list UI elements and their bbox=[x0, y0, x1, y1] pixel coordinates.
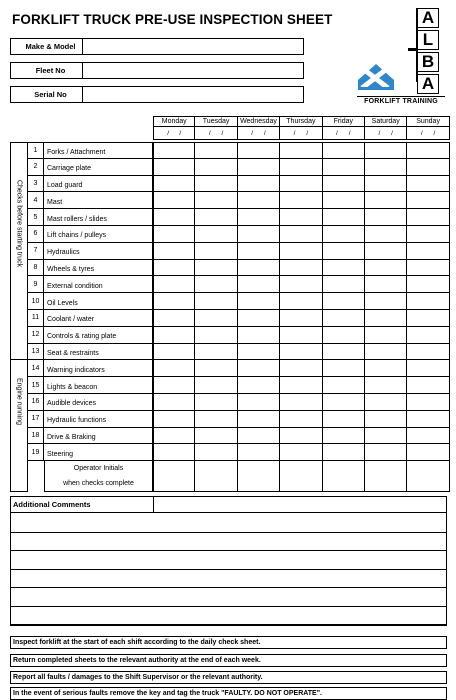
check-cell-friday[interactable] bbox=[323, 394, 365, 411]
check-cell-thursday[interactable] bbox=[280, 260, 322, 277]
check-cell-monday[interactable] bbox=[153, 344, 195, 361]
check-cell-wednesday[interactable] bbox=[238, 377, 280, 394]
date-slash: / bbox=[221, 129, 224, 137]
check-cell-friday[interactable] bbox=[323, 142, 365, 159]
check-cell-thursday[interactable] bbox=[280, 394, 322, 411]
check-cell-friday[interactable] bbox=[323, 293, 365, 310]
check-cell-wednesday[interactable] bbox=[238, 176, 280, 193]
comments-header-fill bbox=[154, 497, 446, 513]
check-cell-monday[interactable] bbox=[153, 142, 195, 159]
check-cell-friday[interactable] bbox=[323, 243, 365, 260]
operator-initials-text: Operator Initials bbox=[73, 465, 124, 473]
check-item: Coolant / water bbox=[44, 310, 153, 327]
check-cell-saturday[interactable] bbox=[365, 377, 407, 394]
logo-letter: B bbox=[417, 52, 439, 72]
additional-comments-box[interactable] bbox=[10, 496, 447, 626]
check-cell-saturday[interactable] bbox=[365, 159, 407, 176]
check-cell-wednesday[interactable] bbox=[238, 243, 280, 260]
check-cell-monday[interactable] bbox=[153, 377, 195, 394]
check-cell-thursday[interactable] bbox=[280, 411, 322, 428]
check-number: 15 bbox=[27, 377, 44, 394]
check-cell-friday[interactable] bbox=[323, 276, 365, 293]
check-cell-saturday[interactable] bbox=[365, 176, 407, 193]
check-item: Load guard bbox=[44, 176, 153, 193]
check-cell-wednesday[interactable] bbox=[238, 159, 280, 176]
check-item: Seat & restraints bbox=[44, 344, 153, 361]
initials-cell-wednesday[interactable] bbox=[238, 461, 280, 492]
check-cell-friday[interactable] bbox=[323, 344, 365, 361]
check-cell-friday[interactable] bbox=[323, 159, 365, 176]
check-item: Forks / Attachment bbox=[44, 142, 153, 159]
check-cell-monday[interactable] bbox=[153, 310, 195, 327]
fleet-no-label: Fleet No bbox=[11, 63, 83, 78]
date-cell[interactable] bbox=[365, 127, 407, 140]
check-cell-wednesday[interactable] bbox=[238, 344, 280, 361]
sheet-title: FORKLIFT TRUCK PRE-USE INSPECTION SHEET bbox=[12, 12, 333, 27]
check-item: Carriage plate bbox=[44, 159, 153, 176]
check-cell-tuesday[interactable] bbox=[195, 176, 237, 193]
serial-no-field[interactable] bbox=[10, 86, 304, 103]
check-cell-thursday[interactable] bbox=[280, 293, 322, 310]
check-number: 13 bbox=[27, 344, 44, 361]
check-cell-monday[interactable] bbox=[153, 293, 195, 310]
check-item: Wheels & tyres bbox=[44, 260, 153, 277]
check-cell-sunday[interactable] bbox=[407, 377, 449, 394]
check-cell-sunday[interactable] bbox=[407, 394, 449, 411]
instruction-note: Return completed sheets to the relevant authority at the end of each week. bbox=[10, 654, 447, 667]
check-item: Warning indicators bbox=[44, 360, 153, 377]
check-number: 8 bbox=[27, 260, 44, 277]
check-cell-saturday[interactable] bbox=[365, 360, 407, 377]
check-cell-sunday[interactable] bbox=[407, 276, 449, 293]
check-cell-friday[interactable] bbox=[323, 428, 365, 445]
check-cell-monday[interactable] bbox=[153, 159, 195, 176]
section-label: Checks before starting truck bbox=[15, 179, 23, 268]
check-cell-wednesday[interactable] bbox=[238, 276, 280, 293]
check-cell-thursday[interactable] bbox=[280, 176, 322, 193]
operator-initials-text: when checks complete bbox=[63, 480, 134, 488]
day-header-sunday: Sunday bbox=[407, 116, 449, 127]
check-cell-tuesday[interactable] bbox=[195, 344, 237, 361]
date-cell[interactable] bbox=[238, 127, 280, 140]
date-slash: / bbox=[391, 129, 393, 137]
date-cell[interactable] bbox=[153, 127, 195, 140]
check-cell-sunday[interactable] bbox=[407, 209, 449, 226]
check-cell-saturday[interactable] bbox=[365, 276, 407, 293]
check-item: External condition bbox=[44, 276, 153, 293]
check-cell-tuesday[interactable] bbox=[195, 377, 237, 394]
check-item: Lift chains / pulleys bbox=[44, 226, 153, 243]
check-cell-thursday[interactable] bbox=[280, 377, 322, 394]
alba-logo bbox=[354, 6, 448, 110]
check-cell-thursday[interactable] bbox=[280, 444, 322, 461]
date-slash: / bbox=[263, 129, 266, 137]
date-cell[interactable] bbox=[280, 127, 322, 140]
check-cell-sunday[interactable] bbox=[407, 428, 449, 445]
check-cell-tuesday[interactable] bbox=[195, 226, 237, 243]
check-item: Oil Levels bbox=[44, 293, 153, 310]
logo-letter: A bbox=[417, 8, 439, 28]
comment-line[interactable] bbox=[11, 532, 446, 533]
date-slash: / bbox=[167, 129, 169, 137]
check-cell-tuesday[interactable] bbox=[195, 260, 237, 277]
initials-cell-tuesday[interactable] bbox=[195, 461, 237, 492]
day-header-tuesday: Tuesday bbox=[195, 116, 237, 127]
check-cell-saturday[interactable] bbox=[365, 293, 407, 310]
logo-letter: A bbox=[417, 74, 439, 94]
check-cell-monday[interactable] bbox=[153, 243, 195, 260]
check-cell-thursday[interactable] bbox=[280, 142, 322, 159]
comment-line[interactable] bbox=[11, 624, 446, 625]
check-cell-sunday[interactable] bbox=[407, 344, 449, 361]
check-cell-sunday[interactable] bbox=[407, 327, 449, 344]
check-cell-wednesday[interactable] bbox=[238, 327, 280, 344]
check-cell-monday[interactable] bbox=[153, 327, 195, 344]
logo-tagline: FORKLIFT TRAINING bbox=[357, 96, 445, 105]
make-model-label: Make & Model bbox=[11, 39, 83, 54]
check-number: 12 bbox=[27, 327, 44, 344]
check-number: 17 bbox=[27, 411, 44, 428]
check-cell-tuesday[interactable] bbox=[195, 360, 237, 377]
check-cell-thursday[interactable] bbox=[280, 159, 322, 176]
check-cell-friday[interactable] bbox=[323, 310, 365, 327]
date-slash: / bbox=[179, 129, 182, 137]
check-number: 7 bbox=[27, 243, 44, 260]
check-cell-thursday[interactable] bbox=[280, 360, 322, 377]
initials-cell-friday[interactable] bbox=[323, 461, 365, 492]
check-cell-saturday[interactable] bbox=[365, 394, 407, 411]
check-number: 2 bbox=[27, 159, 44, 176]
day-header-friday: Friday bbox=[323, 116, 365, 127]
check-cell-sunday[interactable] bbox=[407, 444, 449, 461]
check-cell-friday[interactable] bbox=[323, 226, 365, 243]
check-cell-wednesday[interactable] bbox=[238, 444, 280, 461]
check-cell-friday[interactable] bbox=[323, 327, 365, 344]
check-cell-friday[interactable] bbox=[323, 360, 365, 377]
check-cell-monday[interactable] bbox=[153, 411, 195, 428]
date-slash: / bbox=[306, 129, 309, 137]
check-cell-monday[interactable] bbox=[153, 260, 195, 277]
check-number: 10 bbox=[27, 293, 44, 310]
initials-cell-monday[interactable] bbox=[153, 461, 195, 492]
check-item: Hydraulics bbox=[44, 243, 153, 260]
check-number: 19 bbox=[27, 444, 44, 461]
check-cell-sunday[interactable] bbox=[407, 411, 449, 428]
day-header-thursday: Thursday bbox=[280, 116, 322, 127]
check-cell-tuesday[interactable] bbox=[195, 411, 237, 428]
check-cell-monday[interactable] bbox=[153, 428, 195, 445]
comment-line[interactable] bbox=[11, 587, 446, 588]
comment-line[interactable] bbox=[11, 606, 446, 607]
check-cell-saturday[interactable] bbox=[365, 226, 407, 243]
initials-cell-sunday[interactable] bbox=[407, 461, 449, 492]
check-cell-tuesday[interactable] bbox=[195, 159, 237, 176]
check-cell-tuesday[interactable] bbox=[195, 428, 237, 445]
check-cell-saturday[interactable] bbox=[365, 260, 407, 277]
check-cell-sunday[interactable] bbox=[407, 260, 449, 277]
check-cell-sunday[interactable] bbox=[407, 243, 449, 260]
check-cell-wednesday[interactable] bbox=[238, 209, 280, 226]
date-cell[interactable] bbox=[407, 127, 449, 140]
check-number: 9 bbox=[27, 276, 44, 293]
date-slash: / bbox=[378, 129, 381, 137]
check-cell-tuesday[interactable] bbox=[195, 243, 237, 260]
check-cell-monday[interactable] bbox=[153, 394, 195, 411]
check-cell-thursday[interactable] bbox=[280, 209, 322, 226]
initials-cell-saturday[interactable] bbox=[365, 461, 407, 492]
check-item: Steering bbox=[44, 444, 153, 461]
check-cell-tuesday[interactable] bbox=[195, 142, 237, 159]
check-cell-thursday[interactable] bbox=[280, 344, 322, 361]
check-cell-wednesday[interactable] bbox=[238, 394, 280, 411]
check-cell-saturday[interactable] bbox=[365, 192, 407, 209]
instruction-note: In the event of serious faults remove the key and tag the truck "FAULTY. DO NOT OPERATE". bbox=[10, 687, 447, 700]
check-cell-friday[interactable] bbox=[323, 411, 365, 428]
comment-line[interactable] bbox=[11, 550, 446, 551]
check-cell-tuesday[interactable] bbox=[195, 293, 237, 310]
instruction-note: Report all faults / damages to the Shift Supervisor or the relevant authority. bbox=[10, 671, 447, 684]
date-slash: / bbox=[336, 129, 338, 137]
check-cell-wednesday[interactable] bbox=[238, 142, 280, 159]
check-number: 6 bbox=[27, 226, 44, 243]
check-cell-wednesday[interactable] bbox=[238, 310, 280, 327]
check-cell-wednesday[interactable] bbox=[238, 428, 280, 445]
check-cell-sunday[interactable] bbox=[407, 192, 449, 209]
date-slash: / bbox=[348, 129, 351, 137]
check-cell-thursday[interactable] bbox=[280, 276, 322, 293]
check-item: Mast bbox=[44, 192, 153, 209]
check-cell-wednesday[interactable] bbox=[238, 260, 280, 277]
day-header-wednesday: Wednesday bbox=[238, 116, 280, 127]
check-cell-thursday[interactable] bbox=[280, 327, 322, 344]
check-cell-monday[interactable] bbox=[153, 226, 195, 243]
check-cell-wednesday[interactable] bbox=[238, 360, 280, 377]
check-cell-thursday[interactable] bbox=[280, 428, 322, 445]
check-number: 18 bbox=[27, 428, 44, 445]
check-cell-tuesday[interactable] bbox=[195, 276, 237, 293]
day-header-saturday: Saturday bbox=[365, 116, 407, 127]
check-cell-monday[interactable] bbox=[153, 360, 195, 377]
check-cell-wednesday[interactable] bbox=[238, 411, 280, 428]
check-number: 5 bbox=[27, 209, 44, 226]
check-cell-thursday[interactable] bbox=[280, 310, 322, 327]
date-slash: / bbox=[208, 129, 211, 137]
check-cell-thursday[interactable] bbox=[280, 226, 322, 243]
check-cell-sunday[interactable] bbox=[407, 176, 449, 193]
check-cell-monday[interactable] bbox=[153, 276, 195, 293]
check-cell-monday[interactable] bbox=[153, 444, 195, 461]
check-cell-tuesday[interactable] bbox=[195, 444, 237, 461]
check-cell-sunday[interactable] bbox=[407, 360, 449, 377]
check-cell-friday[interactable] bbox=[323, 192, 365, 209]
check-cell-saturday[interactable] bbox=[365, 243, 407, 260]
check-cell-tuesday[interactable] bbox=[195, 327, 237, 344]
fleet-no-input[interactable] bbox=[83, 63, 303, 78]
check-item: Audible devices bbox=[44, 394, 153, 411]
check-cell-monday[interactable] bbox=[153, 192, 195, 209]
initials-cell-thursday[interactable] bbox=[280, 461, 322, 492]
date-cell[interactable] bbox=[323, 127, 365, 140]
check-cell-tuesday[interactable] bbox=[195, 310, 237, 327]
check-number: 11 bbox=[27, 310, 44, 327]
check-cell-saturday[interactable] bbox=[365, 428, 407, 445]
serial-no-input[interactable] bbox=[83, 87, 303, 102]
make-model-input[interactable] bbox=[83, 39, 303, 54]
make-model-field[interactable] bbox=[10, 38, 304, 55]
check-cell-friday[interactable] bbox=[323, 377, 365, 394]
section-label: Engine running bbox=[15, 378, 23, 426]
check-item: Controls & rating plate bbox=[44, 327, 153, 344]
check-cell-sunday[interactable] bbox=[407, 142, 449, 159]
day-header-monday: Monday bbox=[153, 116, 195, 127]
check-item: Drive & Braking bbox=[44, 428, 153, 445]
check-cell-saturday[interactable] bbox=[365, 142, 407, 159]
check-cell-sunday[interactable] bbox=[407, 159, 449, 176]
comments-label: Additional Comments bbox=[11, 497, 154, 513]
instruction-note: Inspect forklift at the start of each shift according to the daily check sheet. bbox=[10, 636, 447, 649]
check-cell-saturday[interactable] bbox=[365, 327, 407, 344]
check-cell-sunday[interactable] bbox=[407, 226, 449, 243]
check-cell-monday[interactable] bbox=[153, 176, 195, 193]
check-cell-saturday[interactable] bbox=[365, 310, 407, 327]
check-cell-friday[interactable] bbox=[323, 209, 365, 226]
fleet-no-field[interactable] bbox=[10, 62, 304, 79]
check-cell-sunday[interactable] bbox=[407, 310, 449, 327]
comment-line[interactable] bbox=[11, 569, 446, 570]
check-cell-tuesday[interactable] bbox=[195, 192, 237, 209]
check-cell-saturday[interactable] bbox=[365, 209, 407, 226]
check-cell-wednesday[interactable] bbox=[238, 293, 280, 310]
check-cell-saturday[interactable] bbox=[365, 344, 407, 361]
check-cell-monday[interactable] bbox=[153, 209, 195, 226]
check-cell-thursday[interactable] bbox=[280, 243, 322, 260]
check-cell-sunday[interactable] bbox=[407, 293, 449, 310]
check-cell-friday[interactable] bbox=[323, 176, 365, 193]
check-item: Mast rollers / slides bbox=[44, 209, 153, 226]
date-slash: / bbox=[420, 129, 423, 137]
check-cell-tuesday[interactable] bbox=[195, 209, 237, 226]
check-cell-thursday[interactable] bbox=[280, 192, 322, 209]
check-cell-wednesday[interactable] bbox=[238, 226, 280, 243]
check-cell-saturday[interactable] bbox=[365, 411, 407, 428]
check-cell-friday[interactable] bbox=[323, 260, 365, 277]
date-slash: / bbox=[251, 129, 254, 137]
check-cell-tuesday[interactable] bbox=[195, 394, 237, 411]
logo-letter: L bbox=[417, 30, 439, 50]
check-number: 14 bbox=[27, 360, 44, 377]
date-slash: / bbox=[293, 129, 296, 137]
check-number: 16 bbox=[27, 394, 44, 411]
date-cell[interactable] bbox=[195, 127, 237, 140]
date-slash: / bbox=[433, 129, 436, 137]
operator-initials-label bbox=[44, 461, 153, 492]
check-cell-saturday[interactable] bbox=[365, 444, 407, 461]
check-item: Lights & beacon bbox=[44, 377, 153, 394]
check-cell-wednesday[interactable] bbox=[238, 192, 280, 209]
check-number: 3 bbox=[27, 176, 44, 193]
check-item: Hydraulic functions bbox=[44, 411, 153, 428]
check-number: 4 bbox=[27, 192, 44, 209]
check-number: 1 bbox=[27, 142, 44, 159]
check-cell-friday[interactable] bbox=[323, 444, 365, 461]
saltire-icon bbox=[354, 58, 398, 92]
serial-no-label: Serial No bbox=[11, 87, 83, 102]
